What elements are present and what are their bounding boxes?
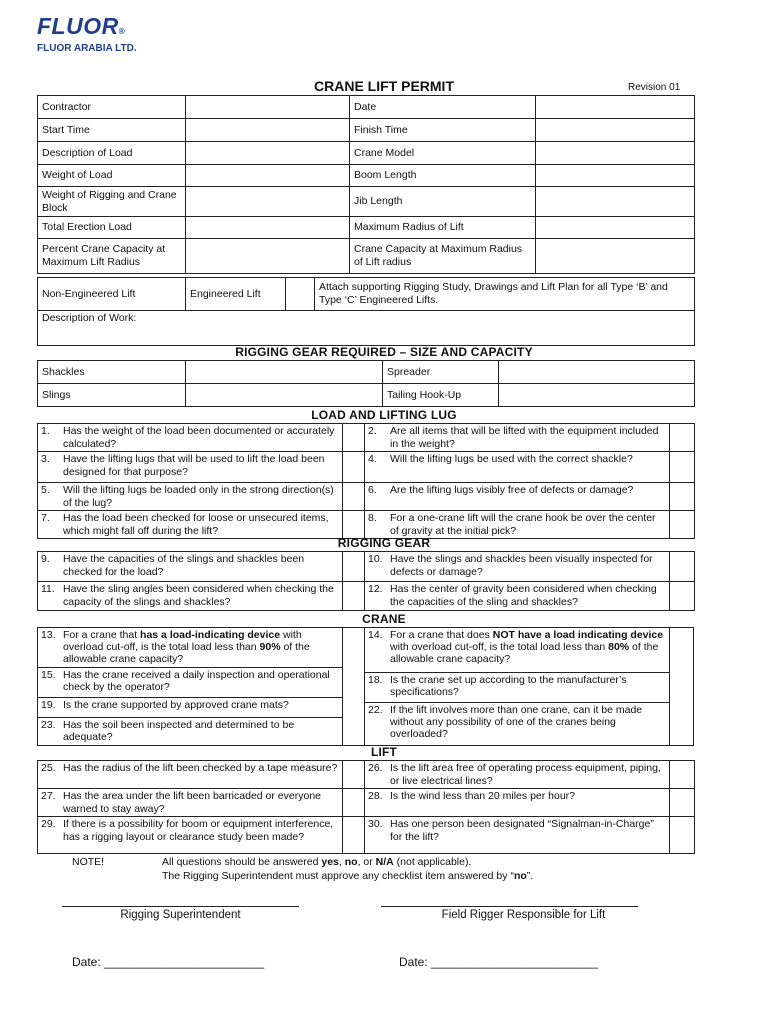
question-text: Is the crane set up according to the manufacturer’s specifications? [390, 674, 627, 698]
info-value-field[interactable] [536, 142, 695, 165]
question-cell [38, 452, 343, 483]
question-number: 12. [368, 583, 383, 595]
question-row [38, 789, 695, 817]
info-value-field[interactable] [186, 239, 350, 274]
info-value-field[interactable] [186, 142, 350, 165]
info-label: Date [350, 96, 536, 119]
info-label: Crane Capacity at Maximum Radius of Lift radius [350, 239, 536, 274]
question-cell [38, 761, 343, 789]
non-engineered-lift-label: Non-Engineered Lift [38, 278, 186, 311]
question-text: For a one-crane lift will the crane hook be over the center of gravity at the initial pick? [390, 512, 656, 537]
info-row [38, 165, 695, 187]
question-number: 11. [41, 583, 55, 595]
question-number: 3. [41, 453, 50, 465]
answer-box[interactable] [670, 761, 695, 789]
rigging-label: Spreader [383, 361, 499, 384]
answer-box[interactable] [343, 424, 365, 452]
answer-box[interactable] [343, 511, 365, 539]
question-cell [365, 582, 670, 611]
question-text: Have the lifting lugs that will be used to lift the load been designed for that purpose? [63, 453, 325, 478]
rigging-gear-table [37, 551, 695, 611]
question-number: 1. [41, 425, 50, 437]
info-value-field[interactable] [536, 239, 695, 274]
answer-box[interactable] [343, 452, 365, 483]
rigging-value-field[interactable] [499, 361, 695, 384]
answer-box[interactable] [670, 552, 695, 582]
rigging-required-heading: RIGGING GEAR REQUIRED – SIZE AND CAPACITY [235, 345, 533, 359]
answer-box[interactable] [670, 424, 695, 452]
company-logo: FLUOR® [37, 13, 126, 39]
question-cell [365, 761, 670, 789]
info-row [38, 239, 695, 274]
info-value-field[interactable] [536, 119, 695, 142]
info-value-field[interactable] [186, 165, 350, 187]
answer-box[interactable] [343, 552, 365, 582]
question-number: 30. [368, 818, 383, 830]
question-number: 13. [41, 629, 56, 641]
question-text: Are all items that will be lifted with the equipment included in the weight? [390, 425, 659, 450]
question-number: 28. [368, 790, 383, 802]
info-label: Boom Length [350, 165, 536, 187]
crane-left-answer-column[interactable] [342, 628, 365, 745]
info-label: Jib Length [350, 187, 536, 217]
crane-heading: CRANE [362, 612, 406, 626]
rigging-label: Slings [38, 384, 186, 407]
answer-box[interactable] [670, 582, 695, 611]
question-cell [365, 452, 670, 483]
question-cell [38, 483, 343, 511]
question-text: Has the soil been inspected and determined to be adequate? [63, 719, 295, 743]
question-row [38, 582, 695, 611]
engineered-lift-label: Engineered Lift [186, 278, 286, 311]
question-text: Has the radius of the lift been checked by a tape measure? [63, 762, 338, 774]
engineered-lift-checkbox[interactable] [286, 278, 315, 311]
question-number: 29. [41, 818, 56, 830]
question-text: Have the capacities of the slings and shackles been checked for the load? [63, 553, 305, 578]
answer-box[interactable] [670, 817, 695, 854]
info-label: Start Time [38, 119, 186, 142]
rigging-value-field[interactable] [186, 384, 383, 407]
rigging-row [38, 361, 695, 384]
info-label: Description of Load [38, 142, 186, 165]
question-number: 10. [368, 553, 383, 565]
info-row [38, 96, 695, 119]
crane-table [37, 627, 694, 746]
question-cell [38, 552, 343, 582]
revision-label: Revision 01 [628, 82, 681, 93]
answer-box[interactable] [670, 789, 695, 817]
info-label: Total Erection Load [38, 217, 186, 239]
rigging-superintendent-label: Rigging Superintendent [120, 909, 241, 921]
question-number: 14. [368, 629, 383, 641]
question-row [38, 817, 695, 854]
question-number: 5. [41, 484, 50, 496]
question-row [38, 552, 695, 582]
question-text: If there is a possibility for boom or equipment interference, has a rigging layout or clearance study been made? [63, 818, 334, 843]
info-value-field[interactable] [536, 96, 695, 119]
question-number: 25. [41, 762, 56, 774]
info-label: Finish Time [350, 119, 536, 142]
description-of-work-label: Description of Work: [42, 312, 137, 324]
question-cell [38, 789, 343, 817]
answer-box[interactable] [343, 483, 365, 511]
question-row [38, 483, 695, 511]
question-number: 8. [368, 512, 377, 524]
question-number: 26. [368, 762, 383, 774]
question-cell [38, 511, 343, 539]
question-text: Have the sling angles been considered when checking the capacity of the slings and shackles? [63, 583, 334, 608]
lift-type-table [37, 277, 695, 346]
question-text: Has the area under the lift been barricaded or everyone warned to stay away? [63, 790, 321, 815]
question-row [38, 511, 695, 539]
question-text: Is the wind less than 20 miles per hour? [390, 790, 576, 802]
question-text: Is the crane supported by approved crane mats? [63, 699, 289, 711]
load-lifting-lug-heading: LOAD AND LIFTING LUG [311, 408, 457, 422]
question-cell [38, 582, 343, 611]
description-of-work-field[interactable] [38, 311, 695, 346]
question-row [38, 452, 695, 483]
info-row [38, 119, 695, 142]
info-row [38, 142, 695, 165]
info-row [38, 187, 695, 217]
question-number: 19. [41, 699, 56, 711]
info-value-field[interactable] [186, 119, 350, 142]
rigging-row [38, 384, 695, 407]
question-text: Has the crane received a daily inspection and operational check by the operator? [63, 669, 330, 693]
question-cell [38, 698, 342, 718]
info-row [38, 217, 695, 239]
question-number: 7. [41, 512, 50, 524]
question-cell [365, 628, 669, 673]
info-label: Maximum Radius of Lift [350, 217, 536, 239]
question-cell [365, 511, 670, 539]
question-number: 9. [41, 553, 50, 565]
question-cell [38, 817, 343, 854]
answer-box[interactable] [343, 582, 365, 611]
question-cell [38, 718, 342, 745]
answer-box[interactable] [343, 817, 365, 854]
rigging-required-table [37, 360, 695, 407]
info-label: Weight of Rigging and Crane Block [38, 187, 186, 217]
rigging-gear-heading: RIGGING GEAR [337, 536, 431, 550]
info-value-field[interactable] [536, 217, 695, 239]
info-label: Contractor [38, 96, 186, 119]
note-label: NOTE! [72, 856, 105, 868]
info-label: Percent Crane Capacity at Maximum Lift Radius [38, 239, 186, 274]
question-text: If the lift involves more than one crane, can it be made without any possibility of one of the cranes being overloaded? [390, 704, 643, 740]
question-number: 23. [41, 719, 56, 731]
question-cell [365, 673, 669, 703]
rigging-value-field[interactable] [499, 384, 695, 407]
question-number: 2. [368, 425, 377, 437]
note-line-2: The Rigging Superintendent must approve any checklist item answered by “no”. [162, 870, 534, 882]
question-number: 22. [368, 704, 383, 716]
question-number: 27. [41, 790, 56, 802]
question-number: 4. [368, 453, 377, 465]
rigging-superintendent-signature-line[interactable] [62, 906, 299, 907]
question-cell [38, 668, 342, 698]
answer-box[interactable] [670, 511, 695, 539]
question-text: Has one person been designated “Signalman-in-Charge” for the lift? [390, 818, 654, 843]
rigging-label: Tailing Hook-Up [383, 384, 499, 407]
info-value-field[interactable] [186, 96, 350, 119]
question-row [38, 761, 695, 789]
info-value-field[interactable] [536, 187, 695, 217]
question-number: 18. [368, 674, 383, 686]
question-text: Will the lifting lugs be used with the correct shackle? [390, 453, 633, 465]
question-text: Has the load been checked for loose or unsecured items, which might fall off during the lift? [63, 512, 329, 537]
date-right-field[interactable]: Date: _________________________ [399, 955, 598, 969]
question-cell [365, 552, 670, 582]
question-cell [365, 789, 670, 817]
answer-box[interactable] [343, 789, 365, 817]
load-lifting-lug-table [37, 423, 695, 539]
lift-heading: LIFT [370, 745, 398, 759]
question-text: Has the center of gravity been considered when checking the capacities of the sling and shackles? [390, 583, 657, 608]
question-number: 15. [41, 669, 56, 681]
date-left-field[interactable]: Date: ________________________ [72, 955, 265, 969]
field-rigger-label: Field Rigger Responsible for Lift [441, 909, 606, 921]
question-text: For a crane that does NOT have a load indicating device with overload cut-off, is the total load less than 80% of the allowable crane capacity? [390, 629, 664, 665]
question-text: Has the weight of the load been documented or accurately calculated? [63, 425, 335, 450]
question-text: Are the lifting lugs visibly free of defects or damage? [390, 484, 634, 496]
info-label: Weight of Load [38, 165, 186, 187]
page-title: CRANE LIFT PERMIT [314, 78, 454, 94]
field-rigger-signature-line[interactable] [381, 906, 638, 907]
question-cell [365, 483, 670, 511]
question-cell [38, 424, 343, 452]
question-row [38, 424, 695, 452]
rigging-label: Shackles [38, 361, 186, 384]
question-text: Is the lift area free of operating process equipment, piping, or live electrical lines? [390, 762, 661, 787]
crane-right-answer-column[interactable] [670, 628, 693, 745]
question-cell [365, 424, 670, 452]
answer-box[interactable] [343, 761, 365, 789]
answer-box[interactable] [670, 483, 695, 511]
question-cell [365, 817, 670, 854]
info-value-field[interactable] [186, 187, 350, 217]
attach-note: Attach supporting Rigging Study, Drawings and Lift Plan for all Type ‘B’ and Type ‘C’ Engineered Lifts. [315, 278, 695, 311]
question-cell [38, 628, 342, 668]
answer-box[interactable] [670, 452, 695, 483]
permit-info-table [37, 95, 695, 274]
question-text: Will the lifting lugs be loaded only in the strong direction(s) of the lug? [63, 484, 334, 509]
info-label: Crane Model [350, 142, 536, 165]
question-cell [365, 703, 669, 745]
info-value-field[interactable] [536, 165, 695, 187]
info-value-field[interactable] [186, 217, 350, 239]
question-text: Have the slings and shackles been visually inspected for defects or damage? [390, 553, 653, 578]
company-subtitle: FLUOR ARABIA LTD. [37, 43, 137, 54]
note-line-1: All questions should be answered yes, no, or N/A (not applicable). [162, 856, 472, 868]
rigging-value-field[interactable] [186, 361, 383, 384]
question-text: For a crane that has a load-indicating device with overload cut-off, is the total load less than 90% of the allowable crane capacity? [63, 629, 310, 665]
lift-table [37, 760, 695, 854]
question-number: 6. [368, 484, 377, 496]
